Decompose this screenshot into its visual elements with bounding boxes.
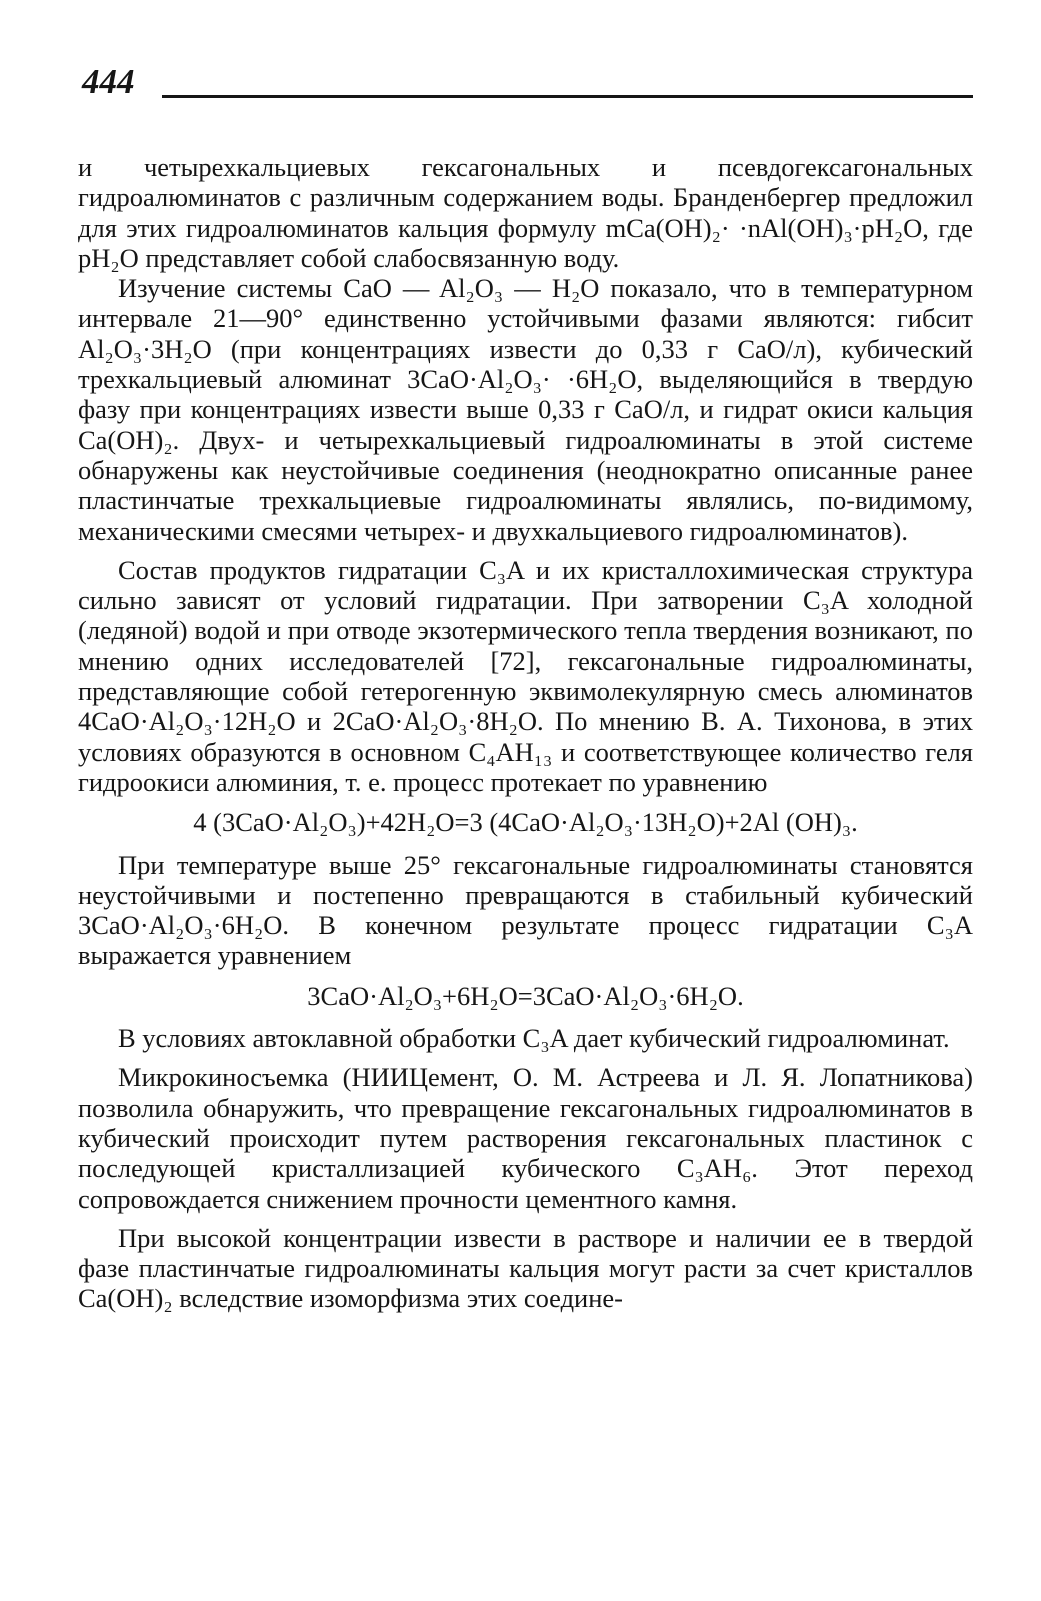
paragraph-5: В условиях автоклавной обработки C₃A дает кубический гидроалюминат.	[118, 1023, 950, 1054]
equation-2: 3CaO·Al₂O₃+6H₂O=3CaO·Al₂O₃·6H₂O.	[307, 980, 744, 1011]
paragraph-1: и четырехкальциевых гексагональных и псевдогексагональных гидроалюминатов с различным содержанием воды. Бранденбергер предложил для этих гидроалюминатов кальция формулу mCa(OH)₂· ·nAl(OH)₃·pH₂O, где pH₂O представляет собой слабосвязанную воду.	[78, 152, 973, 273]
paragraph-4: При температуре выше 25° гексагональные гидроалюминаты становятся неустойчивыми и постепенно превращаются в стабильный кубический 3CaO·Al₂O₃·6H₂O. В конечном результате процесс гидратации C₃A выражается уравнением	[78, 849, 973, 971]
paragraph-6: Микрокиносъемка (НИИЦемент, О. М. Астреева и Л. Я. Лопатникова) позволила обнаружить, что превращение гексагональных гидроалюминатов в кубический происходит путем растворения гексагональных пластинок с последующей кристаллизацией кубического C₃AH₆. Этот переход сопровождается снижением прочности цементного камня.	[78, 1062, 973, 1214]
page-body	[78, 152, 973, 1314]
paragraph-2: Изучение системы CaO — Al₂O₃ — H₂O показало, что в температурном интервале 21—90° единственно устойчивыми фазами являются: гибсит Al₂O₃·3H₂O (при концентрациях извести до 0,33 г CaO/л), кубический трехкальциевый алюминат 3CaO·Al₂O₃· ·6H₂O, выделяющийся в твердую фазу при концентрациях извести выше 0,33 г CaO/л, и гидрат окиси кальция Ca(OH)₂. Двух- и четырехкальциевый гидроалюминаты в этой системе обнаружены как неустойчивые соединения (неоднократно описанные ранее пластинчатые трехкальциевые гидроалюминаты являлись, по-видимому, механическими смесями четырех- и двухкальциевого гидроалюминатов).	[78, 273, 973, 546]
book-page	[78, 62, 973, 1562]
page-header	[78, 62, 973, 112]
page-number: 444	[82, 62, 135, 101]
header-rule	[162, 95, 973, 98]
paragraph-7: При высокой концентрации извести в растворе и наличии ее в твердой фазе пластинчатые гидроалюминаты кальция могут расти за счет кристаллов Ca(OH)₂ вследствие изоморфизма этих соедине-	[78, 1222, 973, 1314]
paragraph-3: Состав продуктов гидратации C₃A и их кристаллохимическая структура сильно зависят от условий гидратации. При затворении C₃A холодной (ледяной) водой и при отводе экзотермического тепла твердения возникают, по мнению одних исследователей [72], гексагональные гидроалюминаты, представляющие собой гетерогенную эквимолекулярную смесь алюминатов 4CaO·Al₂O₃·12H₂O и 2CaO·Al₂O₃·8H₂O. По мнению В. А. Тихонова, в этих условиях образуются в основном C₄AH₁₃ и соответствующее количество геля гидроокиси алюминия, т. е. процесс протекает по уравнению	[78, 554, 973, 797]
equation-1: 4 (3CaO·Al₂O₃)+42H₂O=3 (4CaO·Al₂O₃·13H₂O)+2Al (OH)₃.	[193, 807, 858, 838]
